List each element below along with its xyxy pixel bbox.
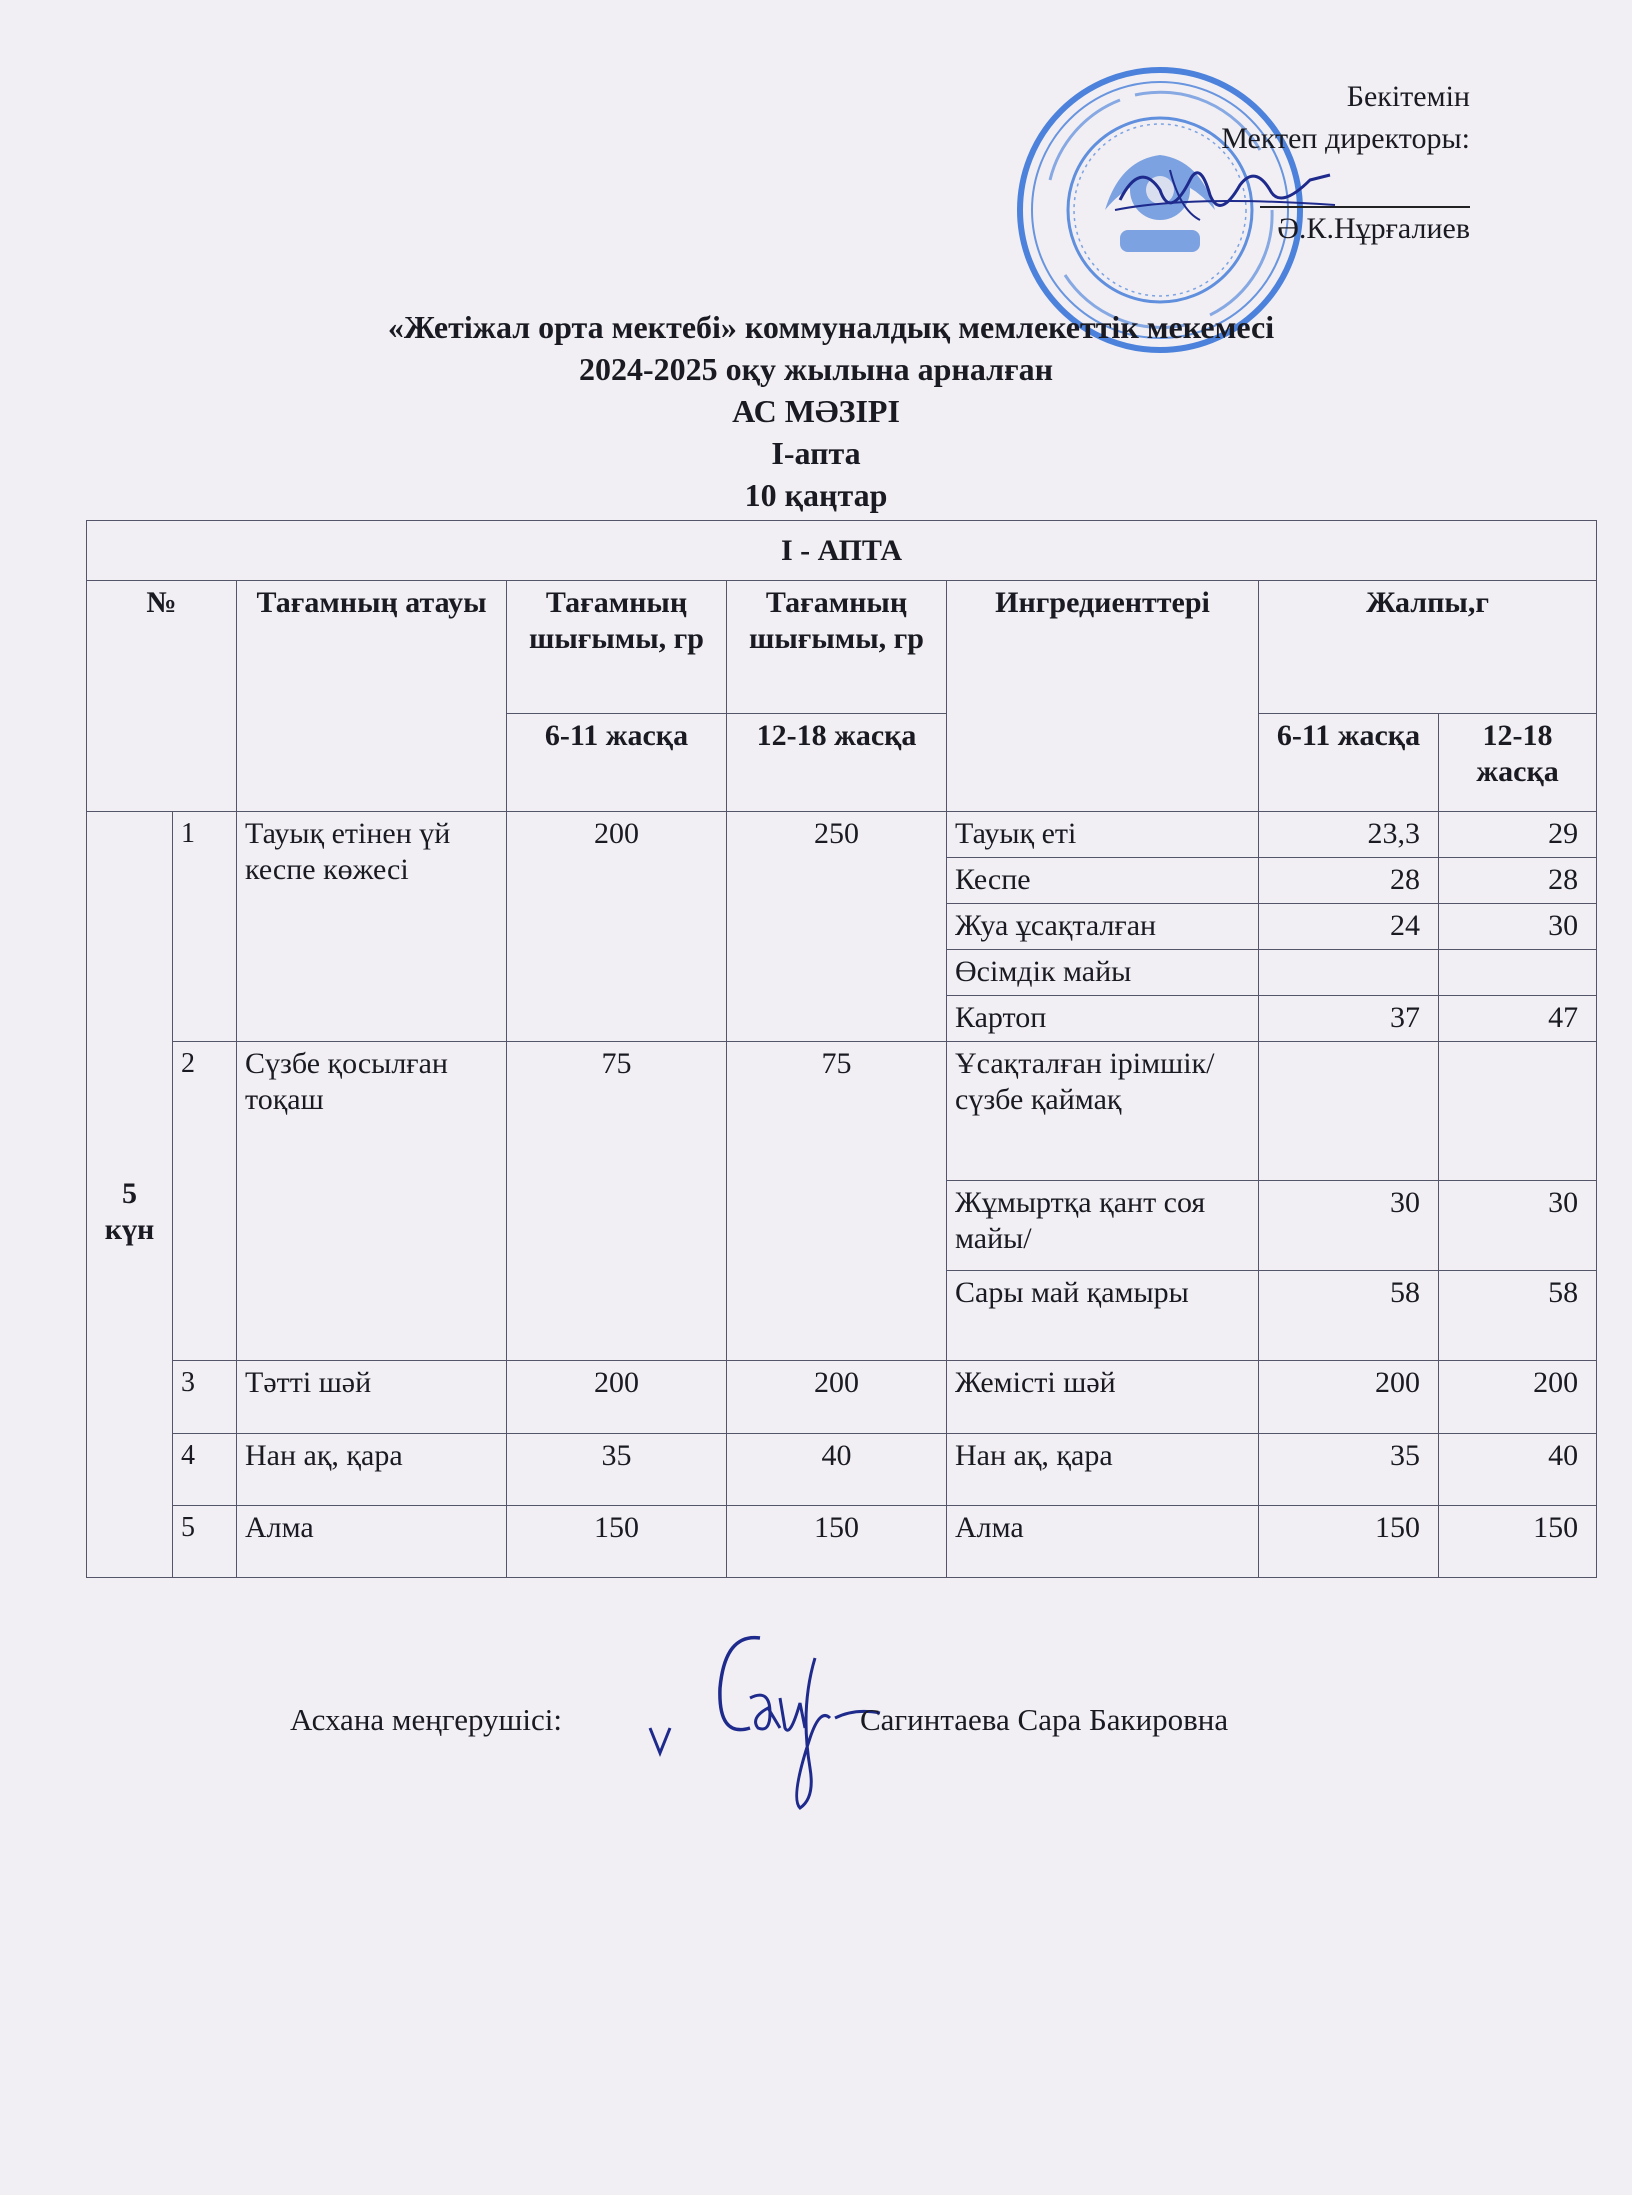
dish-num: 5 (173, 1505, 237, 1577)
ingredient-total-2: 30 (1439, 904, 1597, 950)
header-dish: Тағамның атауы (237, 581, 507, 812)
menu-date: 10 қаңтар (744, 477, 888, 513)
header-num: № (87, 581, 237, 812)
ingredient-name: Кеспе (947, 857, 1259, 903)
table-row (87, 1433, 1597, 1505)
dish-name: Нан ақ, қара (237, 1433, 507, 1505)
ingredient-total-1: 200 (1259, 1361, 1439, 1433)
table-row (87, 811, 1597, 857)
footer-label: Асхана меңгерушісі: (290, 1702, 563, 1737)
table-row (87, 1042, 1597, 1180)
ingredient-name: Нан ақ, қара (947, 1433, 1259, 1505)
dish-num: 3 (173, 1361, 237, 1433)
header-yield-1: Тағамның шығымы, гр (507, 581, 727, 713)
ingredient-name: Тауық еті (947, 811, 1259, 857)
ingredient-total-1: 35 (1259, 1433, 1439, 1505)
ingredient-total-2 (1439, 1042, 1597, 1180)
ingredient-total-2: 58 (1439, 1271, 1597, 1361)
footer (290, 1702, 1229, 1738)
table-row (87, 1505, 1597, 1577)
header-age-2: 12-18 жасқа (727, 713, 947, 811)
ingredient-total-1 (1259, 950, 1439, 996)
header-total: Жалпы,г (1259, 581, 1597, 713)
dish-yield-2: 200 (727, 1361, 947, 1433)
header-yield-2: Тағамның шығымы, гр (727, 581, 947, 713)
dish-num: 4 (173, 1433, 237, 1505)
dish-yield-1: 200 (507, 811, 727, 1042)
menu-table (86, 520, 1597, 1578)
ingredient-total-1: 30 (1259, 1180, 1439, 1270)
dish-yield-1: 75 (507, 1042, 727, 1361)
ingredient-total-1: 24 (1259, 904, 1439, 950)
document-header (0, 306, 1632, 516)
approval-name: Ә.К.Нұрғалиев (1277, 212, 1470, 245)
ingredient-name: Жемісті шәй (947, 1361, 1259, 1433)
ingredient-total-2: 47 (1439, 996, 1597, 1042)
approval-position: Мектеп директоры: (1221, 122, 1470, 155)
ingredient-total-2: 40 (1439, 1433, 1597, 1505)
dish-num: 2 (173, 1042, 237, 1361)
ingredient-name: Жұмыртқа қант соя майы/ (947, 1180, 1259, 1270)
header-total-age-2: 12-18 жасқа (1439, 713, 1597, 811)
ingredient-total-1: 28 (1259, 857, 1439, 903)
ingredient-name: Жуа ұсақталған (947, 904, 1259, 950)
header-total-age-1: 6-11 жасқа (1259, 713, 1439, 811)
signature-line (1260, 160, 1470, 208)
ingredient-total-2: 30 (1439, 1180, 1597, 1270)
dish-name: Тауық етінен үй кеспе көжесі (237, 811, 507, 1042)
dish-yield-1: 200 (507, 1361, 727, 1433)
academic-year: 2024-2025 оқу жылына арналған (578, 351, 1054, 387)
day-label: 5 күн (87, 811, 173, 1577)
ingredient-total-1: 150 (1259, 1505, 1439, 1577)
dish-yield-2: 150 (727, 1505, 947, 1577)
dish-yield-2: 40 (727, 1433, 947, 1505)
dish-name: Тәтті шәй (237, 1361, 507, 1433)
approval-block (1140, 76, 1470, 250)
cook-signature (630, 1618, 890, 1818)
table-row (87, 1361, 1597, 1433)
ingredient-name: Картоп (947, 996, 1259, 1042)
ingredient-name: Өсімдік майы (947, 950, 1259, 996)
dish-name: Сүзбе қосылған тоқаш (237, 1042, 507, 1361)
ingredient-name: Алма (947, 1505, 1259, 1577)
dish-num: 1 (173, 811, 237, 1042)
header-age-1: 6-11 жасқа (507, 713, 727, 811)
ingredient-name: Ұсақталған ірімшік/сүзбе қаймақ (947, 1042, 1259, 1180)
dish-yield-1: 35 (507, 1433, 727, 1505)
week-label: І-апта (771, 435, 861, 471)
table-week-title: І - АПТА (87, 521, 1597, 581)
ingredient-total-1 (1259, 1042, 1439, 1180)
ingredient-total-1: 37 (1259, 996, 1439, 1042)
ingredient-total-1: 23,3 (1259, 811, 1439, 857)
dish-yield-1: 150 (507, 1505, 727, 1577)
ingredient-total-2: 29 (1439, 811, 1597, 857)
ingredient-total-2 (1439, 950, 1597, 996)
footer-name: Сагинтаева Сара Бакировна (860, 1702, 1229, 1737)
approval-label: Бекітемін (1346, 80, 1470, 113)
dish-yield-2: 250 (727, 811, 947, 1042)
header-ingredients: Ингредиенттері (947, 581, 1259, 812)
ingredient-total-1: 58 (1259, 1271, 1439, 1361)
dish-yield-2: 75 (727, 1042, 947, 1361)
ingredient-total-2: 200 (1439, 1361, 1597, 1433)
ingredient-total-2: 150 (1439, 1505, 1597, 1577)
ingredient-total-2: 28 (1439, 857, 1597, 903)
dish-name: Алма (237, 1505, 507, 1577)
org-name: «Жетіжал орта мектебі» коммуналдық мемлекеттік мекемесі (387, 309, 1275, 345)
ingredient-name: Сары май қамыры (947, 1271, 1259, 1361)
document-title: АС МӘЗІРІ (732, 393, 900, 429)
